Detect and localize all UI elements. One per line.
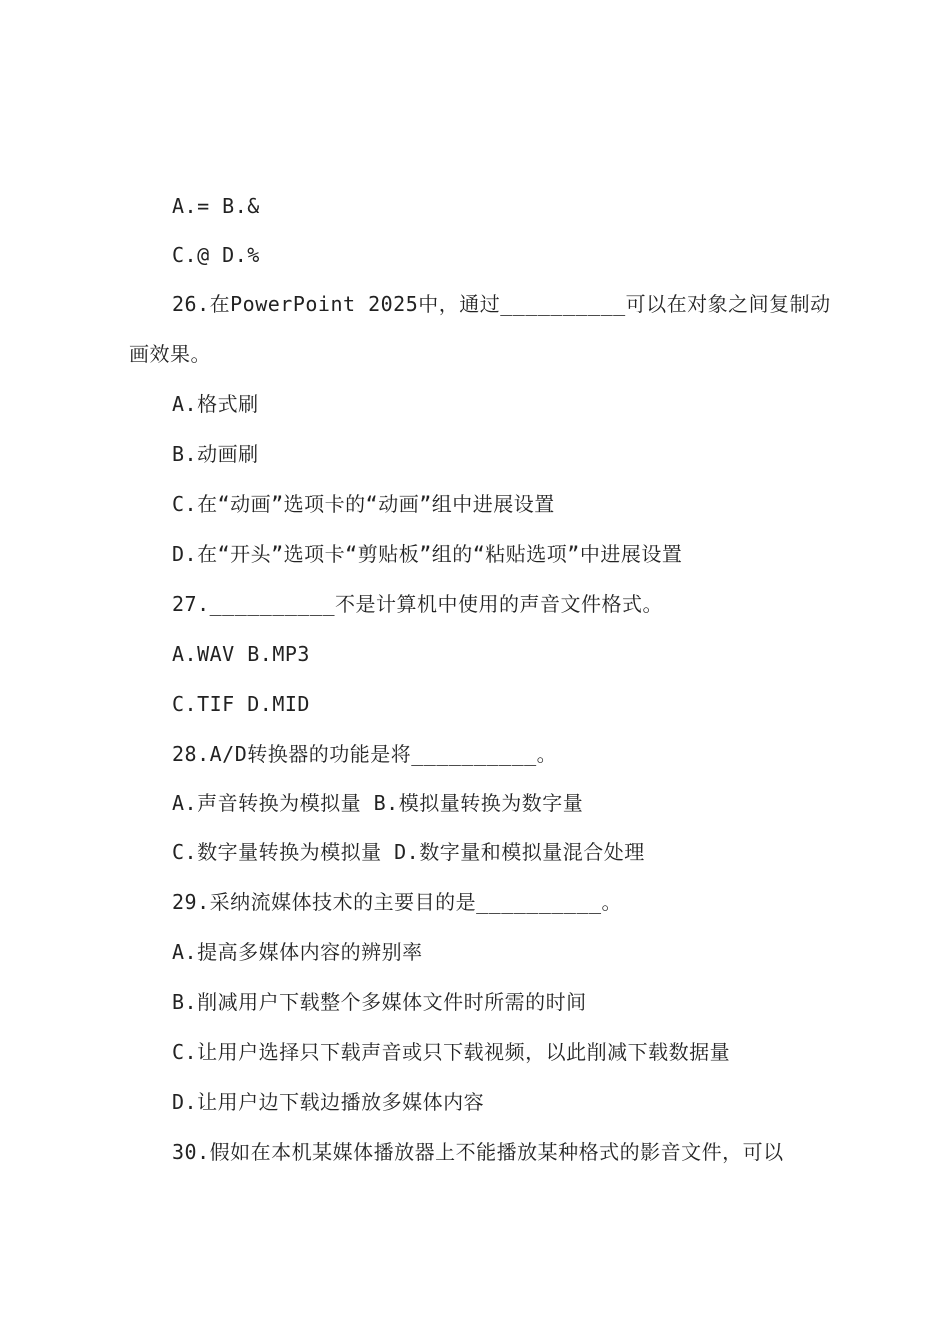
q29-option-b: B.削减用户下载整个多媒体文件时所需的时间	[172, 990, 587, 1014]
q29-option-a: A.提高多媒体内容的辨别率	[172, 940, 423, 964]
q25-options-ab: A.= B.&	[172, 194, 260, 218]
q26-option-c: C.在“动画”选项卡的“动画”组中进展设置	[172, 492, 555, 516]
q30-stem: 30.假如在本机某媒体播放器上不能播放某种格式的影音文件，可以	[172, 1140, 784, 1164]
q26-option-b: B.动画刷	[172, 442, 259, 466]
q27-stem: 27.__________不是计算机中使用的声音文件格式。	[172, 592, 664, 616]
q29-option-c: C.让用户选择只下载声音或只下载视频，以此削减下载数据量	[172, 1040, 731, 1064]
q27-options-cd: C.TIF D.MID	[172, 692, 310, 716]
q26-option-d: D.在“开头”选项卡“剪贴板”组的“粘贴选项”中进展设置	[172, 542, 683, 566]
q28-options-ab: A.声音转换为模拟量 B.模拟量转换为数字量	[172, 791, 584, 815]
q25-options-cd: C.@ D.%	[172, 243, 260, 267]
q26-stem-continued: 画效果。	[129, 342, 211, 366]
q28-options-cd: C.数字量转换为模拟量 D.数字量和模拟量混合处理	[172, 840, 645, 864]
q29-stem: 29.采纳流媒体技术的主要目的是__________。	[172, 890, 623, 914]
q28-stem: 28.A/D转换器的功能是将__________。	[172, 742, 558, 766]
q29-option-d: D.让用户边下载边播放多媒体内容	[172, 1090, 485, 1114]
q26-option-a: A.格式刷	[172, 392, 259, 416]
q26-stem: 26.在PowerPoint 2025中，通过__________可以在对象之间复制动	[172, 292, 831, 316]
q27-options-ab: A.WAV B.MP3	[172, 642, 310, 666]
